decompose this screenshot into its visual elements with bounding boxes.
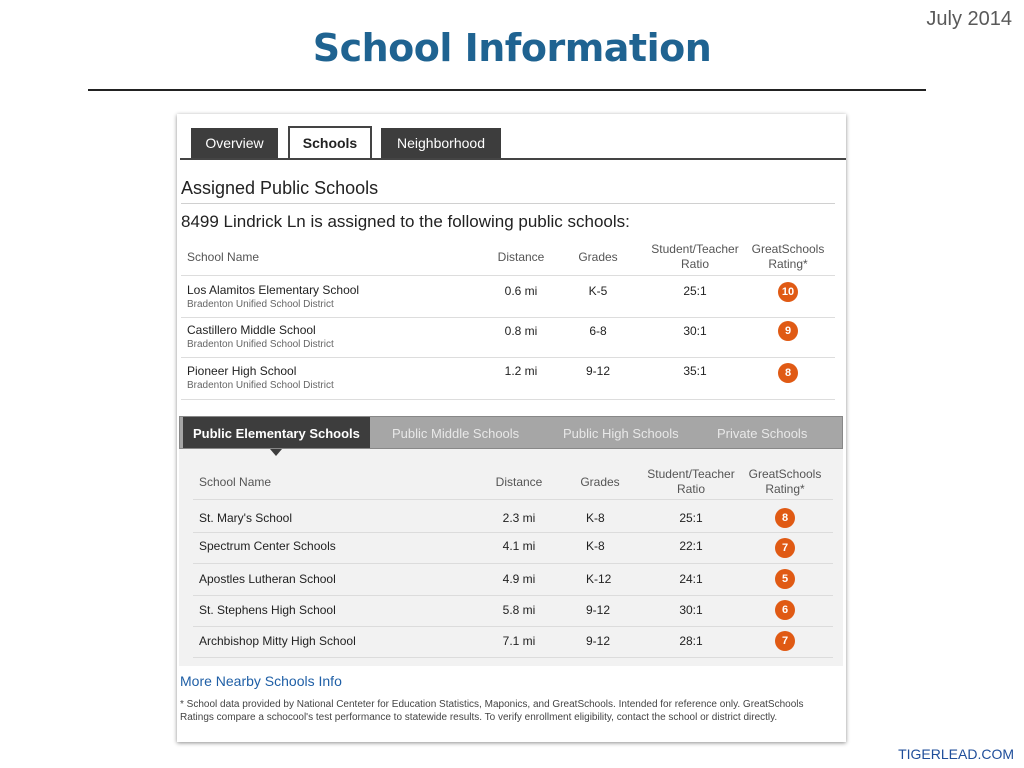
row-divider [181,275,835,276]
date-label: July 2014 [926,8,1012,30]
ratio-value: 30:1 [679,603,703,617]
tab-public-high[interactable]: Public High Schools [563,426,679,441]
ratio-value: 25:1 [683,284,707,298]
distance-value: 4.1 mi [502,539,536,553]
grades-value: 9-12 [586,603,611,617]
row-divider [181,357,835,358]
distance-value: 4.9 mi [502,572,536,586]
school-info-panel [177,114,846,742]
tab-overview[interactable]: Overview [191,128,278,158]
row-divider [193,626,833,627]
data-source-footnote: * School data provided by National Centeter for Education Statistics, Maponics, and GreatSchools. Intended for reference only. GreatSchools Ratings compare a schocool's test performance to statewide results. To verify enrollment eligibility, contact the school or district directly. [180,699,804,723]
row-divider [193,657,833,658]
main-tabs [180,126,846,160]
grades-value: 6-8 [589,324,607,338]
row-divider [181,317,835,318]
assigned-heading: Assigned Public Schools [181,178,379,198]
rating-badge: 10 [778,282,798,302]
school-name-link[interactable]: Los Alamitos Elementary School [187,283,360,297]
row-divider [193,595,833,596]
rating-badge: 5 [775,569,795,589]
ratio-value: 24:1 [679,572,703,586]
row-divider [181,399,835,400]
distance-value: 7.1 mi [502,634,536,648]
address-line: 8499 Lindrick Ln is assigned to the following public schools: [181,212,630,231]
tab-public-middle[interactable]: Public Middle Schools [392,426,520,441]
rating-badge: 7 [775,538,795,558]
district-name: Bradenton Unified School District [187,299,334,310]
tab-private[interactable]: Private Schools [717,426,808,441]
rating-badge: 9 [778,321,798,341]
ratio-value: 28:1 [679,634,703,648]
active-tab-pointer [270,449,282,456]
rating-badge: 7 [775,631,795,651]
distance-value: 5.8 mi [502,603,536,617]
col-ratio-line1: Student/Teacher [651,242,739,256]
col-rating-line1: GreatSchools [748,467,822,481]
tab-public-elementary[interactable]: Public Elementary Schools [183,417,370,448]
school-name-link[interactable]: Apostles Lutheran School [199,572,336,586]
col-grades: Grades [580,475,620,489]
col-school-name: School Name [187,250,260,264]
col-ratio-line2: Ratio [676,482,705,496]
col-rating-line2: Rating* [765,482,805,496]
col-rating [744,467,826,497]
title-rule [88,89,926,91]
col-ratio [639,467,743,497]
col-ratio [643,242,747,272]
col-school-name: School Name [199,475,272,489]
col-grades: Grades [578,250,618,264]
more-nearby-schools-link[interactable]: More Nearby Schools Info [180,673,342,689]
school-name-link[interactable]: Castillero Middle School [187,323,316,337]
grades-value: K-5 [588,284,608,298]
district-name: Bradenton Unified School District [187,380,334,391]
row-divider [193,499,833,500]
col-ratio-line1: Student/Teacher [647,467,735,481]
school-name-link[interactable]: Pioneer High School [187,364,297,378]
ratio-value: 22:1 [679,539,703,553]
col-rating-line2: Rating* [768,257,808,271]
tab-schools[interactable]: Schools [288,126,372,158]
ratio-value: 35:1 [683,364,707,378]
ratio-value: 30:1 [683,324,707,338]
rating-badge: 8 [775,508,795,528]
col-rating [747,242,829,272]
grades-value: 9-12 [586,634,611,648]
ratio-value: 25:1 [679,511,703,525]
grades-value: K-12 [586,572,612,586]
col-distance: Distance [495,475,543,489]
distance-value: 0.6 mi [504,284,538,298]
col-distance: Distance [497,250,545,264]
footer-brand: TIGERLEAD.COM [898,746,1014,762]
distance-value: 1.2 mi [504,364,538,378]
school-name-link[interactable]: St. Mary's School [199,511,292,525]
school-name-link[interactable]: St. Stephens High School [199,603,336,617]
rating-badge: 6 [775,600,795,620]
row-divider [193,532,833,533]
nearby-tabs [179,416,843,449]
distance-value: 0.8 mi [504,324,538,338]
grades-value: K-8 [586,511,605,525]
row-divider [193,563,833,564]
school-name-link[interactable]: Spectrum Center Schools [199,539,336,553]
school-name-link[interactable]: Archbishop Mitty High School [199,634,356,648]
grades-value: K-8 [586,539,605,553]
heading-divider [181,203,835,204]
grades-value: 9-12 [585,364,611,378]
col-rating-line1: GreatSchools [751,242,825,256]
distance-value: 2.3 mi [502,511,536,525]
col-ratio-line2: Ratio [680,257,709,271]
tab-neighborhood[interactable]: Neighborhood [381,128,501,158]
slide-title: School Information [312,26,712,70]
district-name: Bradenton Unified School District [187,339,334,350]
rating-badge: 8 [778,363,798,383]
